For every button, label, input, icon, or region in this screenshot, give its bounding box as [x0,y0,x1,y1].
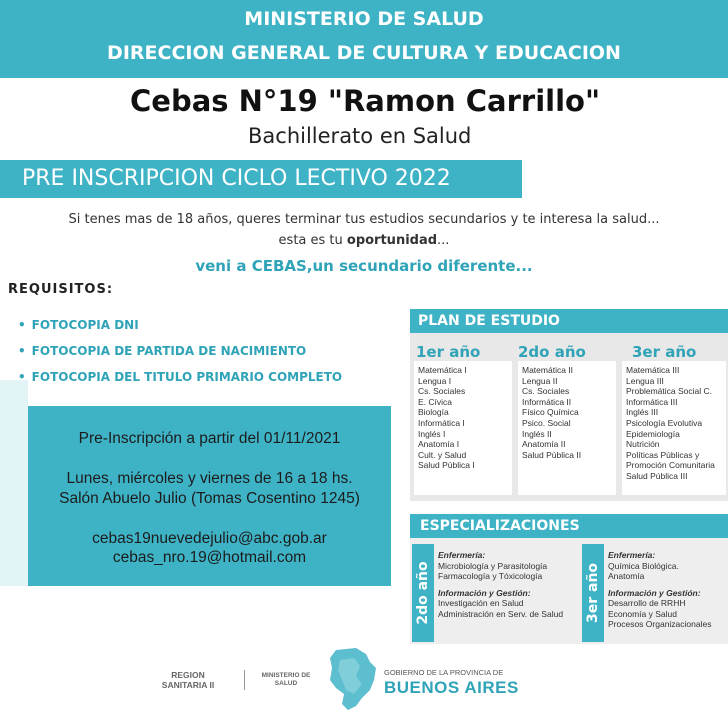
spec-3er-year-tab [582,544,604,642]
subject: Informática I [418,417,465,428]
subject: Informática II [522,396,572,407]
requirement-item: • FOTOCOPIA DNI [18,318,342,344]
subject: Cs. Sociales [418,386,466,397]
direction-title: DIRECCION GENERAL DE CULTURA Y EDUCACION [107,42,621,64]
intro-line-2 [0,233,728,248]
spec-item: Farmacología y Tóxicología [438,571,543,581]
spec-item: Desarrollo de RRHH [608,598,686,608]
spec-item: Química Biológica. [608,560,679,571]
spec-heading: Enfermería: [608,550,656,560]
plan-year-1-subjects [414,361,512,495]
school-title: Cebas N°19 "Ramon Carrillo" [130,84,601,118]
requirement-item: • FOTOCOPIA DEL TITULO PRIMARIO COMPLETO [18,370,342,396]
region-line-1: REGION [171,670,205,680]
minsal-line-2: SALUD [274,680,298,687]
region-sanitaria [148,670,228,690]
subject: Promoción Comunitaria [626,460,715,471]
spec-heading: Información y Gestión: [438,587,531,598]
intro-line-2-suffix: ... [437,233,450,248]
spec-item: Economía y Salud [608,608,677,619]
pre-inscription-text: PRE INSCRIPCION CICLO LECTIVO 2022 [22,166,451,191]
place: Salón Abuelo Julio (Tomas Cosentino 1245) [59,490,360,507]
subject: Nutrición [626,439,660,450]
requirements-list [18,318,342,396]
province-small-text: GOBIERNO DE LA PROVINCIA DE [384,668,504,677]
spec-item: Microbiología y Parasitología [438,560,548,571]
subject: Psicología Evolutiva [626,417,703,428]
subject: Cult. y Salud [418,449,467,460]
info-box [28,406,391,586]
schedule: Lunes, miércoles y viernes de 16 a 18 hs. [66,470,353,487]
subject: Lengua III [626,375,664,386]
buenos-aires-map-icon [326,646,378,712]
spec-heading: Información y Gestión: [608,587,701,598]
region-line-2: SANITARIA II [161,680,215,690]
spec-2do-year-tab [412,544,434,642]
ministry-title: MINISTERIO DE SALUD [244,8,484,30]
subject: Inglés II [522,428,552,439]
email-hotmail[interactable]: cebas_nro.19@hotmail.com [112,549,307,566]
email-abc[interactable]: cebas19nuevedejulio@abc.gob.ar [92,530,327,547]
subject: Biología [418,407,449,418]
pre-inscription-banner [0,160,522,198]
subject: Anatomía I [418,439,460,450]
plan-year-2-subjects [518,361,616,495]
footer-divider [244,670,245,690]
minsal-line-1: MINISTERIO DE [261,672,311,679]
spec-heading: Enfermería: [438,550,486,560]
spec-2do-year-label: 2do año [415,561,431,625]
info-box-shadow [0,380,28,586]
subject: Salud Pública II [522,449,582,460]
subject: Matemática III [626,365,680,375]
spec-3er-year-label: 3er año [585,562,601,624]
school-subtitle: Bachillerato en Salud [248,124,472,148]
specializations-title: ESPECIALIZACIONES [410,514,728,538]
spec-item: Procesos Organizacionales [608,619,712,629]
subject: Salud Pública III [626,470,688,481]
intro-line-2-bold: oportunidad [346,233,438,248]
subject: Lengua II [522,375,558,386]
subject: Físico Química [522,407,579,418]
plan-year-3-subjects [622,361,726,495]
subject: Matemática I [418,365,467,375]
subject: Epidemiología [626,428,680,439]
subject: Problemática Social C. [626,386,712,397]
subject: Inglés III [626,407,659,418]
ministerio-salud-logo [256,672,316,688]
subject: Lengua I [418,375,452,386]
spec-item: Investigación en Salud [438,598,524,608]
plan-year-3-label: 3er año [632,343,697,361]
slogan: veni a CEBAS,un secundario diferente... [195,257,533,275]
plan-year-1-label: 1er año [416,343,481,361]
subject: Salud Pública I [418,460,475,471]
spec-item: Administración en Serv. de Salud [438,608,564,619]
study-plan-panel [410,309,728,501]
study-plan-title: PLAN DE ESTUDIO [410,309,728,333]
subject: Políticas Públicas y [626,449,700,460]
requirement-item: • FOTOCOPIA DE PARTIDA DE NACIMIENTO [18,344,342,370]
spec-2do-year-content [438,550,563,619]
intro-line-1: Si tenes mas de 18 años, queres terminar tus estudios secundarios y te interesa la salud... [68,212,660,227]
province-name: BUENOS AIRES [384,678,519,697]
requirements-title: REQUISITOS: [8,282,114,297]
subject: Inglés I [418,428,446,439]
spec-item: Anatomía [608,571,645,581]
specializations-panel [410,514,728,644]
inscription-date: Pre-Inscripción a partir del 01/11/2021 [78,430,341,447]
plan-year-2-label: 2do año [518,343,586,361]
footer [0,640,728,720]
spec-3er-year-content [608,550,711,630]
subject: Cs. Sociales [522,386,570,397]
subject: Anatomía II [522,439,566,450]
intro-line-2-prefix: esta es tu [278,233,347,248]
subject: Matemática II [522,365,574,375]
subject: Psico. Social [522,417,571,428]
subject: Informática III [626,396,678,407]
subject: E. Cívica [418,396,453,407]
